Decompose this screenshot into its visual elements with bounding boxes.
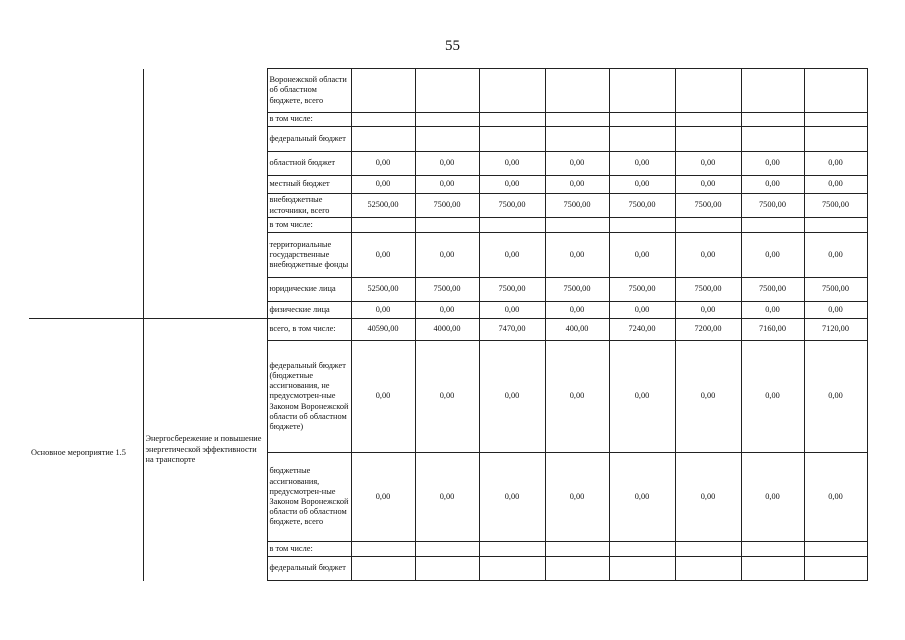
value-cell xyxy=(804,127,867,152)
funding-source-cell: местный бюджет xyxy=(267,176,351,194)
value-cell: 0,00 xyxy=(479,152,545,176)
value-cell xyxy=(804,218,867,233)
value-cell: 0,00 xyxy=(804,152,867,176)
value-cell xyxy=(545,557,609,581)
value-cell xyxy=(804,69,867,113)
value-cell: 0,00 xyxy=(609,233,675,278)
funding-source-cell: юридические лица xyxy=(267,278,351,302)
value-cell: 0,00 xyxy=(675,453,741,542)
value-cell: 0,00 xyxy=(675,341,741,453)
value-cell: 0,00 xyxy=(609,453,675,542)
value-cell xyxy=(479,218,545,233)
value-cell xyxy=(351,218,415,233)
value-cell: 0,00 xyxy=(609,302,675,319)
value-cell: 0,00 xyxy=(545,176,609,194)
value-cell xyxy=(479,127,545,152)
value-cell: 40590,00 xyxy=(351,319,415,341)
value-cell: 7200,00 xyxy=(675,319,741,341)
value-cell: 0,00 xyxy=(609,176,675,194)
value-cell: 0,00 xyxy=(415,302,479,319)
value-cell xyxy=(741,557,804,581)
value-cell xyxy=(479,542,545,557)
value-cell xyxy=(415,69,479,113)
value-cell xyxy=(415,557,479,581)
value-cell: 0,00 xyxy=(351,152,415,176)
value-cell: 0,00 xyxy=(741,233,804,278)
value-cell: 52500,00 xyxy=(351,194,415,218)
funding-source-cell: в том числе: xyxy=(267,113,351,127)
funding-source-cell: бюджетные ассигнования, предусмотрен-ные Законом Воронежской области об областном бюджете, всего xyxy=(267,453,351,542)
value-cell: 0,00 xyxy=(804,176,867,194)
value-cell: 7500,00 xyxy=(545,278,609,302)
value-cell xyxy=(545,127,609,152)
value-cell xyxy=(675,557,741,581)
name-cell xyxy=(143,69,267,319)
value-cell xyxy=(609,127,675,152)
value-cell: 0,00 xyxy=(741,152,804,176)
value-cell xyxy=(741,542,804,557)
value-cell xyxy=(415,218,479,233)
value-cell: 0,00 xyxy=(415,233,479,278)
value-cell xyxy=(609,113,675,127)
value-cell: 7470,00 xyxy=(479,319,545,341)
value-cell: 7500,00 xyxy=(415,278,479,302)
value-cell: 0,00 xyxy=(479,233,545,278)
value-cell: 0,00 xyxy=(415,453,479,542)
value-cell xyxy=(415,127,479,152)
funding-source-cell: федеральный бюджет xyxy=(267,127,351,152)
value-cell: 0,00 xyxy=(741,302,804,319)
value-cell: 0,00 xyxy=(415,176,479,194)
value-cell: 0,00 xyxy=(479,302,545,319)
value-cell: 0,00 xyxy=(675,233,741,278)
value-cell: 0,00 xyxy=(609,152,675,176)
value-cell xyxy=(415,113,479,127)
value-cell xyxy=(545,113,609,127)
value-cell: 7500,00 xyxy=(804,194,867,218)
value-cell: 7500,00 xyxy=(804,278,867,302)
funding-table xyxy=(29,68,868,581)
value-cell: 0,00 xyxy=(351,176,415,194)
value-cell xyxy=(545,218,609,233)
value-cell: 7500,00 xyxy=(479,278,545,302)
page-number: 55 xyxy=(445,38,460,54)
funding-source-cell: федеральный бюджет xyxy=(267,557,351,581)
value-cell xyxy=(675,113,741,127)
value-cell: 0,00 xyxy=(741,453,804,542)
value-cell: 7500,00 xyxy=(545,194,609,218)
value-cell: 7500,00 xyxy=(609,278,675,302)
value-cell: 7500,00 xyxy=(415,194,479,218)
value-cell: 7160,00 xyxy=(741,319,804,341)
value-cell xyxy=(351,127,415,152)
value-cell: 0,00 xyxy=(479,176,545,194)
value-cell xyxy=(351,113,415,127)
table-row xyxy=(29,319,867,341)
value-cell xyxy=(479,113,545,127)
value-cell xyxy=(609,218,675,233)
value-cell: 7240,00 xyxy=(609,319,675,341)
value-cell: 0,00 xyxy=(545,152,609,176)
value-cell xyxy=(351,542,415,557)
value-cell: 0,00 xyxy=(675,302,741,319)
value-cell: 0,00 xyxy=(545,453,609,542)
value-cell: 7500,00 xyxy=(741,278,804,302)
funding-source-cell: федеральный бюджет (бюджетные ассигнования, не предусмотрен-ные Законом Воронежской области об областном бюджете) xyxy=(267,341,351,453)
status-cell xyxy=(29,69,143,319)
value-cell: 0,00 xyxy=(351,302,415,319)
value-cell xyxy=(804,557,867,581)
value-cell: 0,00 xyxy=(675,152,741,176)
value-cell xyxy=(415,542,479,557)
value-cell xyxy=(675,218,741,233)
funding-source-cell: в том числе: xyxy=(267,218,351,233)
value-cell: 0,00 xyxy=(804,341,867,453)
value-cell: 0,00 xyxy=(545,233,609,278)
funding-source-cell: в том числе: xyxy=(267,542,351,557)
value-cell: 0,00 xyxy=(741,176,804,194)
value-cell: 7500,00 xyxy=(609,194,675,218)
value-cell xyxy=(609,69,675,113)
value-cell: 0,00 xyxy=(741,341,804,453)
value-cell: 0,00 xyxy=(545,341,609,453)
funding-source-cell: внебюджетные источники, всего xyxy=(267,194,351,218)
table-row xyxy=(29,69,867,113)
value-cell xyxy=(609,542,675,557)
value-cell: 400,00 xyxy=(545,319,609,341)
measure-name-cell: Энергосбережение и повышение энергетической эффективности на транспорте xyxy=(143,319,267,581)
value-cell xyxy=(804,113,867,127)
value-cell xyxy=(479,69,545,113)
value-cell: 7500,00 xyxy=(741,194,804,218)
value-cell xyxy=(741,127,804,152)
value-cell: 0,00 xyxy=(804,453,867,542)
value-cell xyxy=(675,542,741,557)
value-cell xyxy=(675,69,741,113)
value-cell xyxy=(545,542,609,557)
value-cell xyxy=(479,557,545,581)
value-cell xyxy=(609,557,675,581)
value-cell: 7500,00 xyxy=(675,278,741,302)
funding-source-cell: территориальные государственные внебюджетные фонды xyxy=(267,233,351,278)
value-cell: 0,00 xyxy=(609,341,675,453)
value-cell: 52500,00 xyxy=(351,278,415,302)
value-cell: 0,00 xyxy=(415,152,479,176)
value-cell: 0,00 xyxy=(479,453,545,542)
value-cell xyxy=(804,542,867,557)
value-cell: 0,00 xyxy=(415,341,479,453)
funding-source-cell: Воронежской области об областном бюджете, всего xyxy=(267,69,351,113)
value-cell: 0,00 xyxy=(804,302,867,319)
value-cell: 7500,00 xyxy=(675,194,741,218)
value-cell xyxy=(545,69,609,113)
value-cell: 4000,00 xyxy=(415,319,479,341)
value-cell: 7120,00 xyxy=(804,319,867,341)
value-cell: 0,00 xyxy=(351,341,415,453)
funding-source-cell: областной бюджет xyxy=(267,152,351,176)
funding-source-cell: всего, в том числе: xyxy=(267,319,351,341)
value-cell xyxy=(741,218,804,233)
value-cell: 0,00 xyxy=(351,453,415,542)
value-cell: 0,00 xyxy=(804,233,867,278)
value-cell: 0,00 xyxy=(351,233,415,278)
value-cell: 0,00 xyxy=(545,302,609,319)
value-cell xyxy=(351,69,415,113)
funding-source-cell: физические лица xyxy=(267,302,351,319)
measure-status-cell: Основное мероприятие 1.5 xyxy=(29,319,143,581)
value-cell xyxy=(351,557,415,581)
value-cell: 0,00 xyxy=(479,341,545,453)
value-cell xyxy=(741,113,804,127)
value-cell xyxy=(675,127,741,152)
value-cell: 7500,00 xyxy=(479,194,545,218)
value-cell: 0,00 xyxy=(675,176,741,194)
value-cell xyxy=(741,69,804,113)
